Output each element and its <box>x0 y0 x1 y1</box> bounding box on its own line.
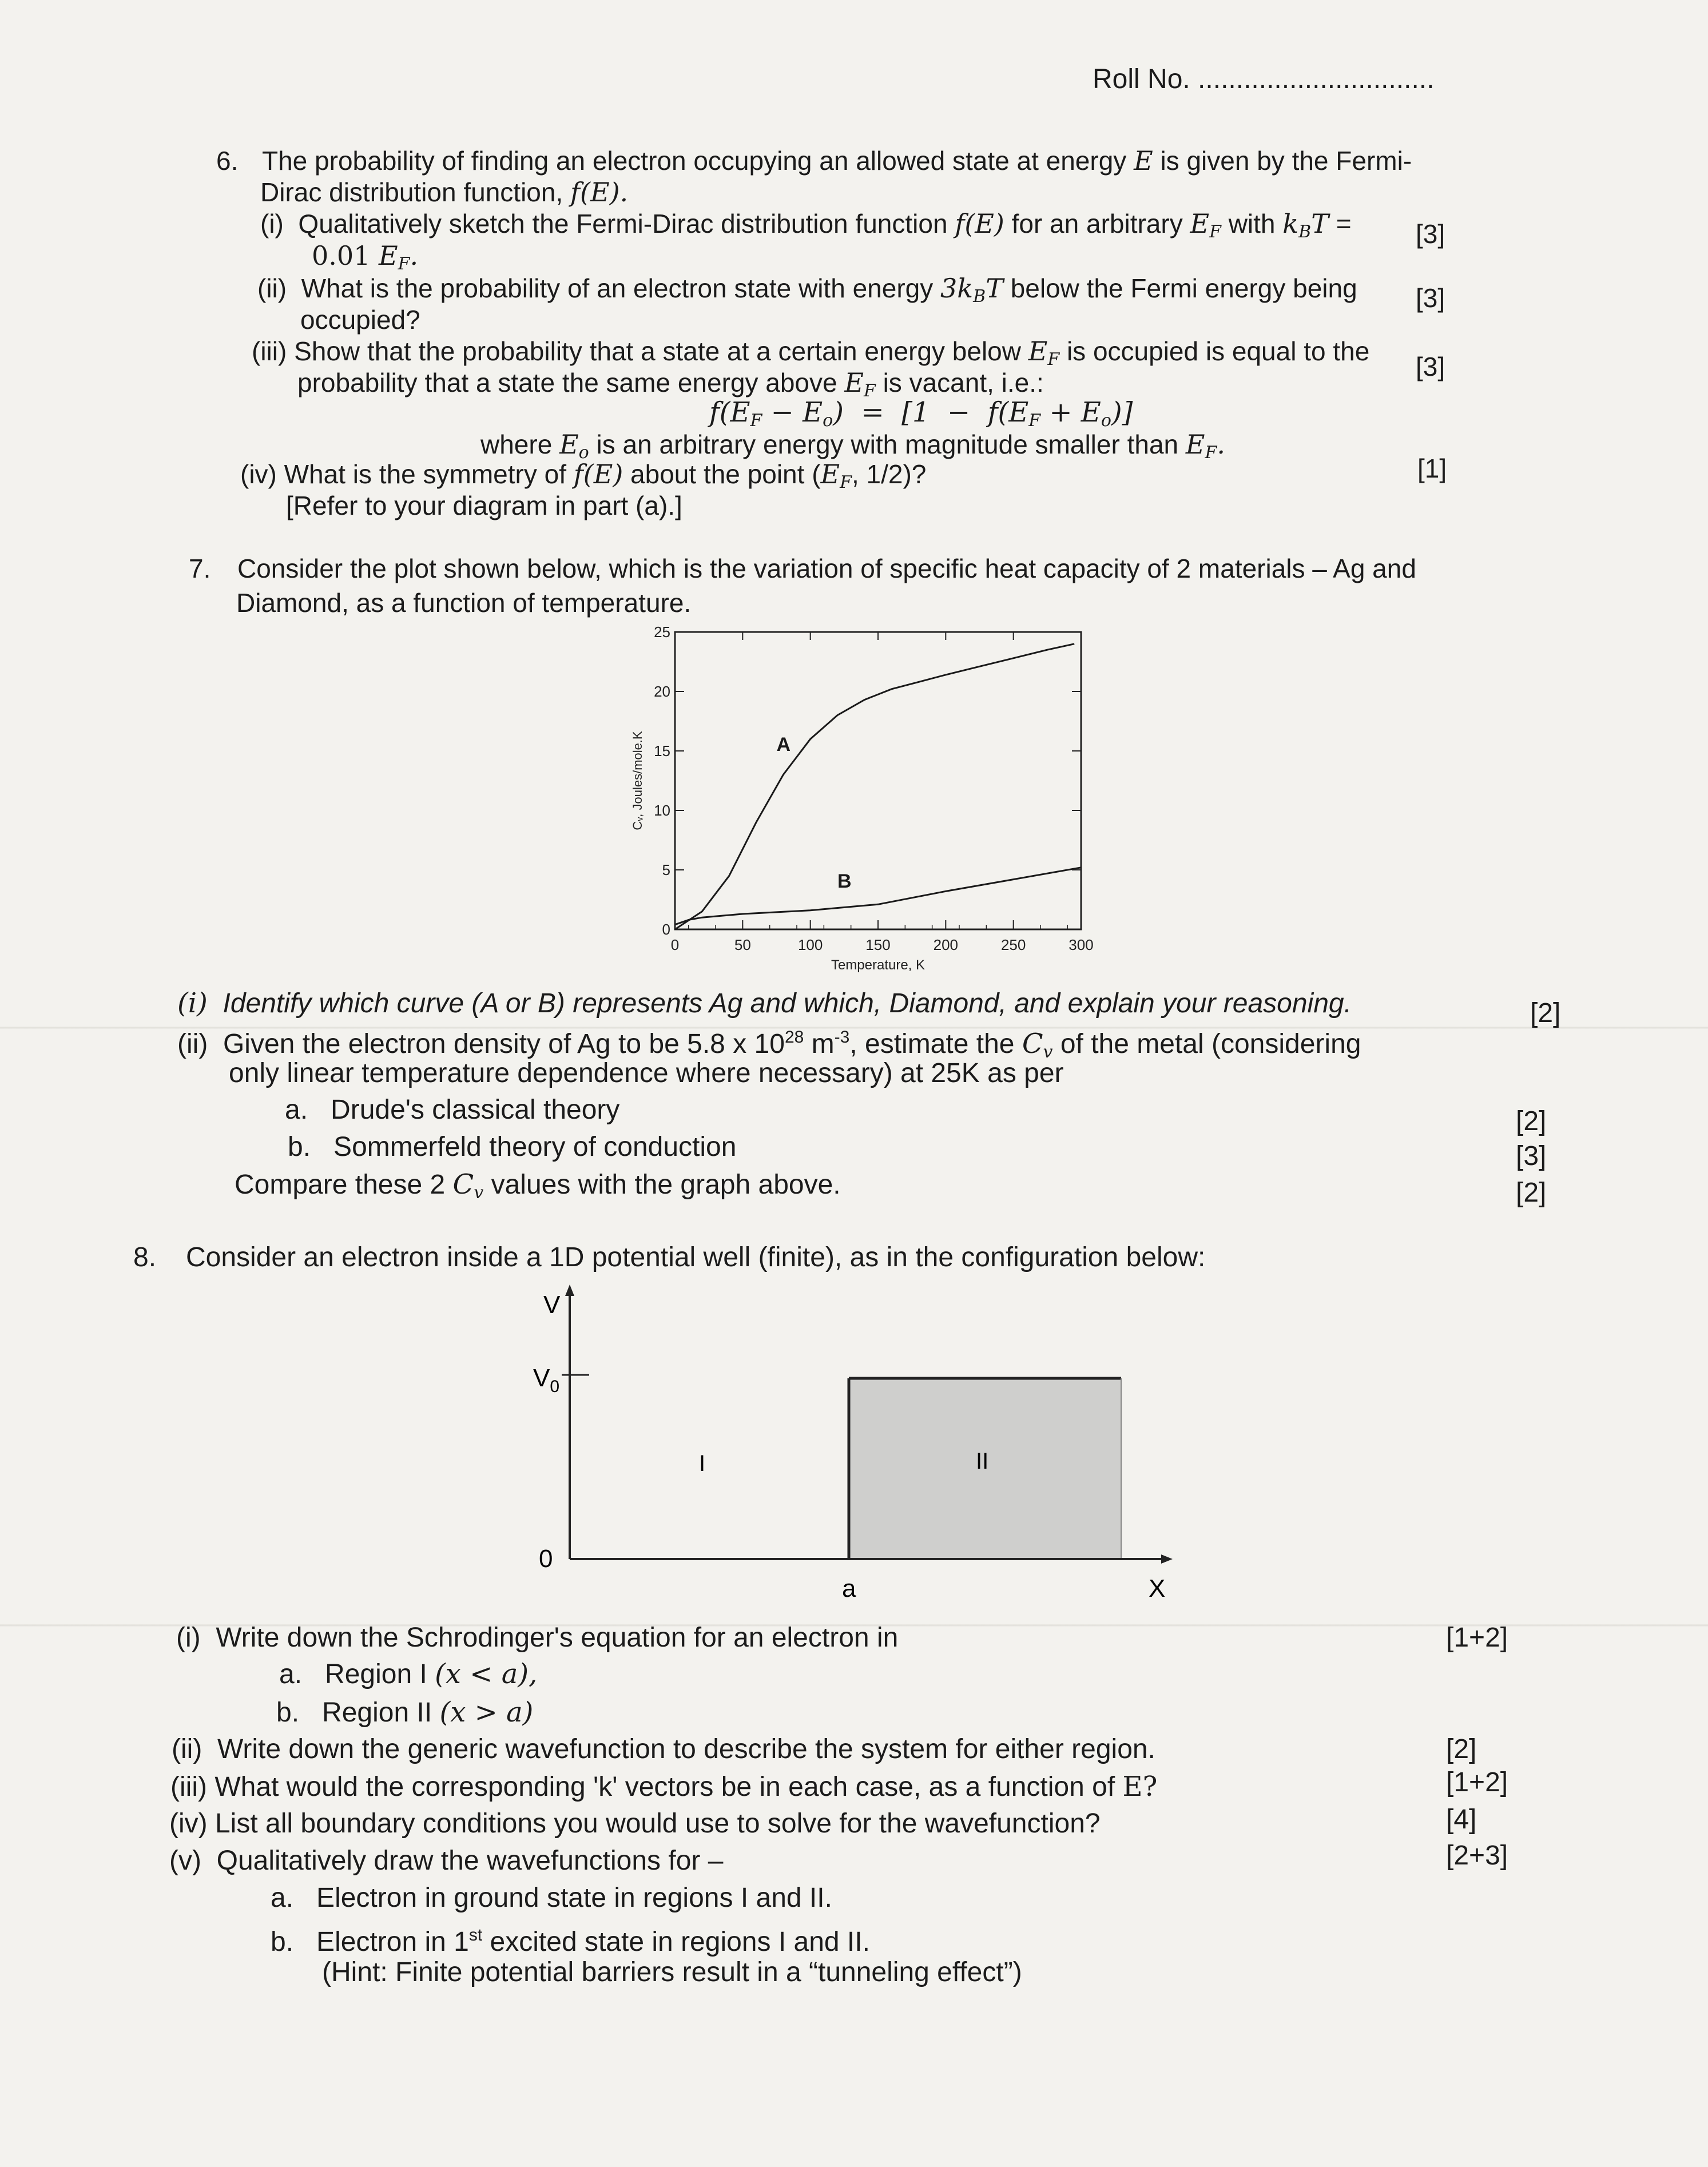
mark: [3] <box>1516 1141 1547 1171</box>
x-tick-label: 150 <box>865 936 891 953</box>
x-tick-label: 200 <box>933 936 959 953</box>
mark: [3] <box>1416 219 1445 249</box>
x-axis-arrow <box>1161 1554 1173 1564</box>
q6-equation: $f(E_F - E_o) = [1 - f(E_F + E_o)]$ <box>709 396 1133 431</box>
roll-number-field: Roll No. ............................... <box>1093 64 1435 94</box>
x-axis-label: X <box>1149 1574 1166 1603</box>
q8-line1: Consider an electron inside a 1D potential well (finite), as in the configuration below: <box>186 1242 1206 1273</box>
mark: [1+2] <box>1446 1623 1508 1653</box>
x-tick-label: 100 <box>797 936 823 953</box>
q8-part-v-b: b. Electron in 1st excited state in regions I and II. <box>271 1926 870 1957</box>
q8-part-v-a: a. Electron in ground state in regions I and II. <box>271 1883 832 1913</box>
q8-part-i-a: a. Region I (x < a), <box>279 1658 538 1690</box>
region-1-label: I <box>699 1451 706 1476</box>
potential-well-diagram <box>515 1281 1201 1613</box>
q8-part-i: (i) Write down the Schrodinger's equation for an electron in <box>176 1623 899 1653</box>
x-tick-label: 250 <box>1000 936 1026 953</box>
mark: [2] <box>1516 1106 1547 1136</box>
specific-heat-chart <box>612 621 1110 987</box>
y-tick-label: 0 <box>662 921 670 938</box>
mark: [3] <box>1416 283 1445 313</box>
q7-part-i: (i) Identify which curve (A or B) represents Ag and which, Diamond, and explain your reasoning. <box>177 987 1352 1019</box>
q6-part-i: (i) Qualitatively sketch the Fermi-Dirac distribution function f(E) for an arbitrary $E_F$ with $k_BT$ = <box>260 208 1352 242</box>
mark: [4] <box>1446 1804 1477 1835</box>
q7-compare: Compare these 2 $C_v$ values with the graph above. <box>235 1168 841 1203</box>
series-line-b <box>675 868 1081 925</box>
series-label-b: B <box>837 870 852 893</box>
q7-line2: Diamond, as a function of temperature. <box>236 588 692 618</box>
q6-equation-where: where $E_o$ is an arbitrary energy with magnitude smaller than $E_F$. <box>480 429 1225 463</box>
y-tick-label: 15 <box>654 742 670 760</box>
y-tick-label: 25 <box>654 623 670 641</box>
plot-frame <box>675 632 1081 929</box>
q6-part-ii-line2: occupied? <box>300 305 420 335</box>
q6-part-i-line2: 0.01 $E_F$. <box>312 240 419 274</box>
series-label-a: A <box>776 734 791 756</box>
series-line-a <box>675 644 1074 929</box>
q8-part-iv: (iv) List all boundary conditions you would use to solve for the wavefunction? <box>169 1808 1101 1839</box>
mark: [3] <box>1416 352 1445 381</box>
y-tick-label: 10 <box>654 802 670 819</box>
mark: [1] <box>1417 454 1447 483</box>
v-axis-arrow <box>565 1285 574 1296</box>
v-axis-label: V <box>543 1291 561 1319</box>
mark: [1+2] <box>1446 1767 1508 1798</box>
a-label: a <box>842 1574 856 1603</box>
x-tick-label: 0 <box>670 936 680 953</box>
q7-line1: Consider the plot shown below, which is the variation of specific heat capacity of 2 materials – Ag and <box>237 554 1416 583</box>
q7-part-ii: (ii) Given the electron density of Ag to be 5.8 x $10^{28}$ $m^{-3}$, estimate the $C_v$ of the metal (considering <box>177 1028 1361 1062</box>
question-number: 8. <box>133 1242 157 1273</box>
q8-part-ii: (ii) Write down the generic wavefunction to describe the system for either region. <box>172 1734 1155 1764</box>
mark: [2] <box>1446 1734 1477 1764</box>
region-2-label: II <box>976 1449 989 1474</box>
x-axis-label: Temperature, K <box>831 957 926 973</box>
x-tick-label: 50 <box>734 936 751 953</box>
zero-label: 0 <box>539 1545 553 1573</box>
q6-part-iv: (iv) What is the symmetry of f(E) about the point ($E_F$, 1/2)? <box>240 459 927 492</box>
q7-part-ii-b: b. Sommerfeld theory of conduction <box>288 1132 737 1162</box>
q6-intro-line2: Dirac distribution function, f(E). <box>260 177 629 208</box>
q6-part-iii-line2: probability that a state the same energy above $E_F$ is vacant, i.e.: <box>297 367 1044 401</box>
q8-part-iii: (iii) What would the corresponding 'k' vectors be in each case, as a function of E? <box>170 1771 1158 1803</box>
q6-part-ii: (ii) What is the probability of an electron state with energy $3k_BT$ below the Fermi energy being <box>257 273 1357 307</box>
question-number: 6. <box>216 146 239 176</box>
y-tick-label: 20 <box>654 683 670 700</box>
mark: [2+3] <box>1446 1840 1508 1871</box>
mark: [2] <box>1530 998 1561 1028</box>
q6-intro-line1: The probability of finding an electron occupying an allowed state at energy E is given by the Fermi- <box>262 145 1412 176</box>
q7-part-ii-a: a. Drude's classical theory <box>285 1095 620 1125</box>
q7-part-ii-line2: only linear temperature dependence where necessary) at 25K as per <box>229 1058 1064 1088</box>
y-axis-label: Cᵥ, Joules/mole.K <box>630 731 645 830</box>
y-tick-label: 5 <box>662 861 670 878</box>
v0-label: $V_0$ <box>533 1364 560 1396</box>
x-tick-label: 300 <box>1069 936 1094 953</box>
question-number: 7. <box>189 554 211 583</box>
mark: [2] <box>1516 1178 1547 1208</box>
q8-hint: (Hint: Finite potential barriers result in a “tunneling effect”) <box>322 1957 1022 1987</box>
q8-part-i-b: b. Region II (x > a) <box>276 1696 534 1728</box>
q6-part-iii: (iii) Show that the probability that a state at a certain energy below $E_F$ is occupied is equal to the <box>252 336 1370 369</box>
q8-part-v: (v) Qualitatively draw the wavefunctions for – <box>169 1846 724 1876</box>
q6-part-iv-line2: [Refer to your diagram in part (a).] <box>286 491 682 520</box>
